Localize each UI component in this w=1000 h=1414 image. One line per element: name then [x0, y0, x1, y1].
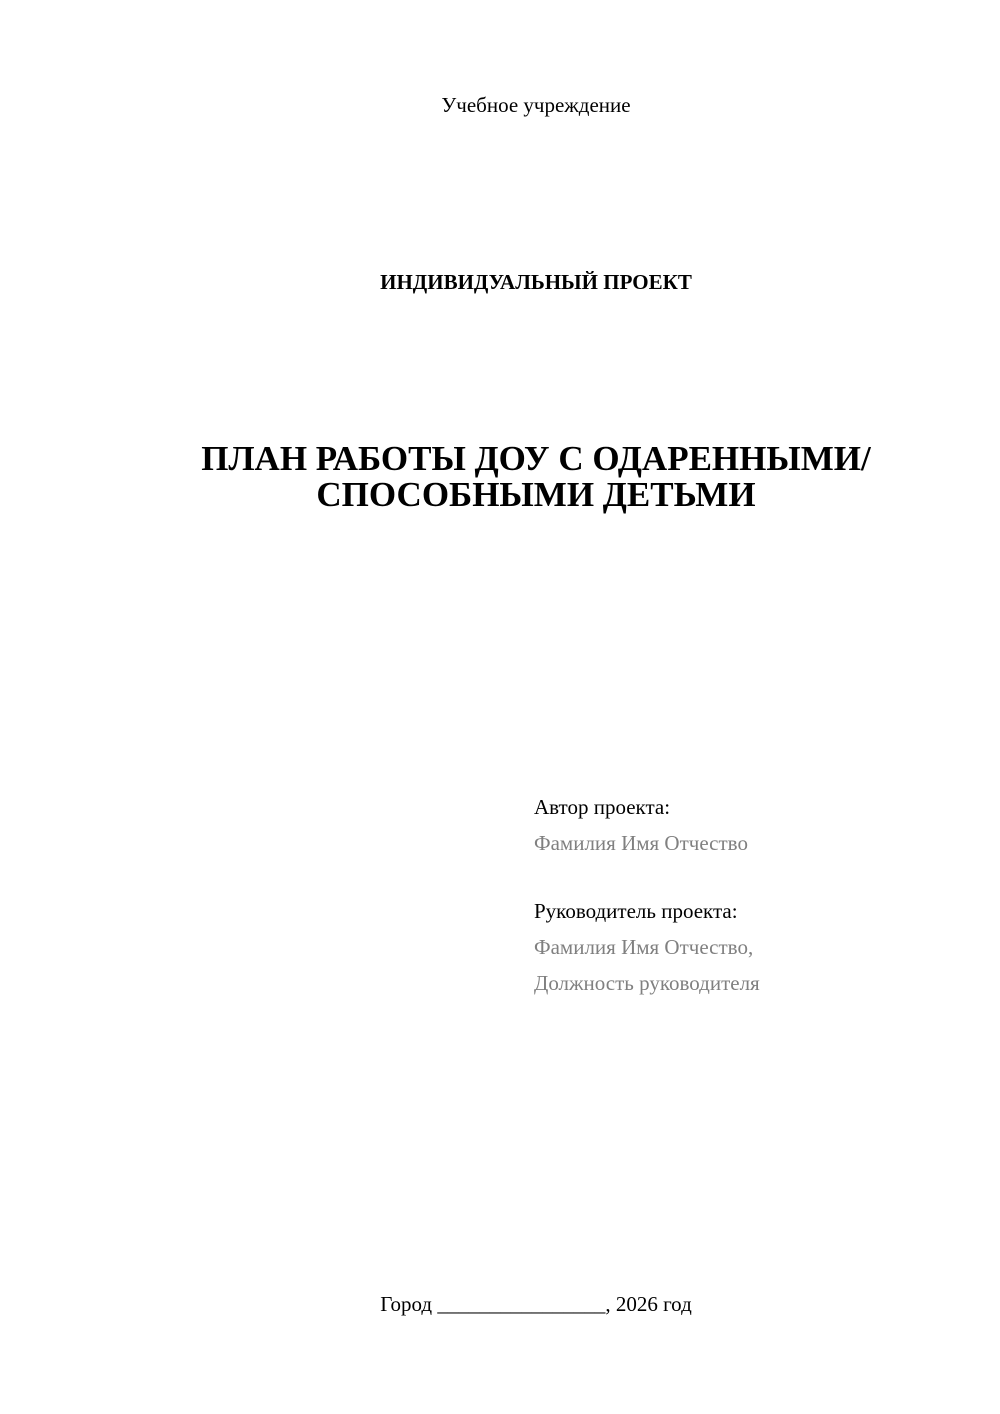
project-title [0, 441, 1000, 513]
info-spacer [534, 861, 760, 893]
document-type: ИНДИВИДУАЛЬНЫЙ ПРОЕКТ [380, 270, 692, 294]
author-label: Автор проекта: [534, 795, 671, 819]
project-info [534, 789, 760, 1001]
author-name: Фамилия Имя Отчество [534, 831, 748, 855]
project-title-line-1: ПЛАН РАБОТЫ ДОУ С ОДАРЕННЫМИ/ [201, 439, 871, 478]
supervisor-label: Руководитель проекта: [534, 899, 738, 923]
year-text: , 2026 год [605, 1292, 692, 1316]
supervisor-name: Фамилия Имя Отчество, [534, 935, 754, 959]
supervisor-position: Должность руководителя [534, 971, 760, 995]
city-label: Город [380, 1292, 433, 1316]
city-year-line [0, 1291, 1000, 1317]
institution-name: Учебное учреждение [441, 93, 631, 117]
project-title-line-2: СПОСОБНЫМИ ДЕТЬМИ [316, 475, 756, 514]
city-blank: ________________ [437, 1292, 606, 1316]
